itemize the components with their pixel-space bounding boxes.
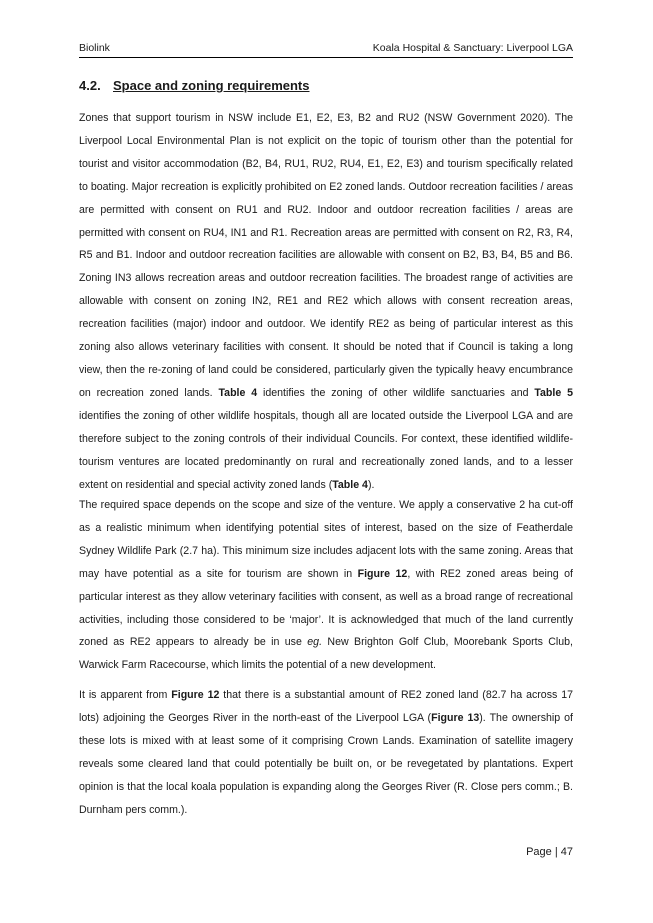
p1-text-2: identifies the zoning of other wildlife sanctuaries and [257,386,535,399]
p3-text-3: ). The ownership of these lots is mixed with at least some of it comprising Crown Lands. Examination of satellite imagery reveals some cleared land that could potentially be built on, or be revegetated by plantations. Expert opinion is that the local koala population is expanding along the Georges River (R. Close pers comm.; B. Durnham pers comm.). [79,711,573,816]
p3-text-1: It is apparent from [79,689,172,701]
table-4-ref: Table 4 [332,478,368,491]
p1-text-3: identifies the zoning of other wildlife hospitals, though all are located outside the Liverpool LGA and are therefore subject to the zoning controls of their individual Councils. For context, these identified wildlife-tourism ventures are located predominantly on rural and recreationally zoned lands, and to a lesser extent on residential and special activity zoned lands ( [79,409,573,491]
section-number: 4.2. [79,78,101,93]
table-4-ref: Table 4 [218,386,258,399]
header-org: Biolink [79,42,110,54]
page-header [79,41,573,58]
p2-text-1: The required space depends on the scope and size of the venture. We apply a conservative 2 ha cut-off as a realistic minimum when identifying potential sites of interest, based on the size of Featherdale Sydney Wildlife Park (2.7 ha). This minimum size includes adjacent lots with the same zoning. Areas that may have potential as a site for tourism are shown in [79,499,573,580]
p1-text-1: Zones that support tourism in NSW include E1, E2, E3, B2 and RU2 (NSW Government 2020). The Liverpool Local Environmental Plan is not explicit on the topic of tourism other than the potential for tourist and visitor accommodation (B2, B4, RU1, RU2, RU4, E1, E2, E3) and tourism specifically related to boating. Major recreation is explicitly prohibited on E2 zoned lands. Outdoor recreation facilities / areas are permitted with consent on RU1 and RU2. Indoor and outdoor recreation facilities / areas are permitted with consent on RU4, IN1 and R1. Recreation areas are permitted with consent on R2, R3, R4, R5 and B1. Indoor and outdoor recreation facilities are allowable with consent on B2, B3, B4, B5 and B6. Zoning IN3 allows recreation areas and outdoor recreation facilities. The broadest range of activities are allowable with consent on zoning IN2, RE1 and RE2 which allows with consent recreation areas, recreation facilities (major) indoor and outdoor. We identify RE2 as being of particular interest as this zoning also allows veterinary facilities with consent. It should be noted that if Council is taking a long view, then the re-zoning of land could be considered, particularly given the typically heavy encumbrance on recreation zoned lands. [79,112,573,399]
paragraph-zoning [79,107,573,496]
p2-text-2: , with RE2 zoned areas being of particular interest as they allow veterinary facilities with consent, as well as a broad range of recreational activities, including those considered to be ‘major’. It is acknowledged that much of the land currently zoned as RE2 appears to already be in use [79,567,573,649]
page-number: Page | 47 [526,846,573,858]
figure-12-ref: Figure 12 [357,567,408,580]
header-report-title: Koala Hospital & Sanctuary: Liverpool LGA [372,42,573,54]
figure-13-ref: Figure 13 [431,711,480,724]
section-heading [79,78,310,93]
eg-abbrev: eg. [307,636,323,649]
paragraph-space [79,494,573,677]
p1-text-4: ). [367,478,375,491]
paragraph-re2-land [79,684,573,821]
section-title: Space and zoning requirements [113,78,310,93]
table-5-ref: Table 5 [534,386,574,399]
p3-text-2: that there is a substantial amount of RE2 zoned land (82.7 ha across 17 lots) adjoining the Georges River in the north-east of the Liverpool LGA ( [79,689,573,724]
p2-text-3: New Brighton Golf Club, Moorebank Sports Club, Warwick Farm Racecourse, which limits the potential of a new development. [79,636,574,672]
figure-12-ref: Figure 12 [171,689,220,701]
